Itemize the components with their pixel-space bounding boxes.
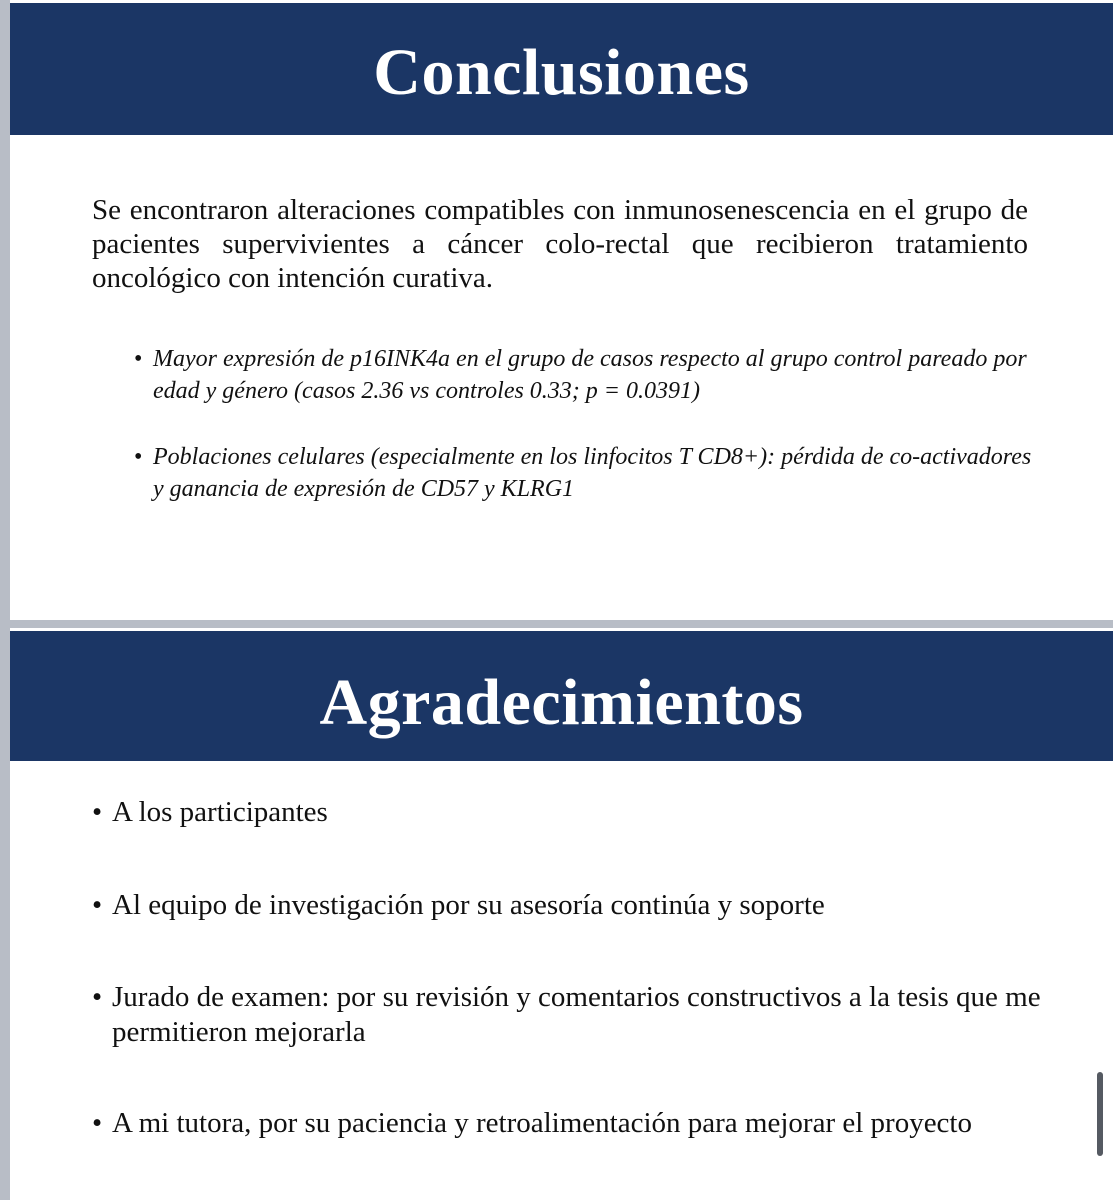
acknowledgement-text: Jurado de examen: por su revisión y comentarios constructivos a la tesis que me permitieron mejorarla [112, 981, 1041, 1048]
acknowledgement-text: Al equipo de investigación por su asesoría continúa y soporte [112, 889, 825, 921]
bullet-icon: • [134, 444, 143, 470]
slide-acknowledgements [10, 628, 1113, 1200]
conclusion-point [134, 441, 1043, 505]
acknowledgement-text: A mi tutora, por su paciencia y retroalimentación para mejorar el proyecto [112, 1107, 972, 1139]
acknowledgement-item [92, 795, 1042, 830]
vertical-scrollbar[interactable] [1097, 1072, 1103, 1156]
conclusion-point-text: Mayor expresión de p16INK4a en el grupo de casos respecto al grupo control pareado por edad y género (casos 2.36 vs controles 0.33; p = 0.0391) [153, 346, 1027, 404]
acknowledgement-item [92, 980, 1042, 1050]
slide-title-conclusions: Conclusiones [10, 3, 1113, 135]
conclusion-point [134, 343, 1043, 407]
bullet-icon: • [92, 889, 103, 921]
bullet-icon: • [92, 981, 103, 1013]
acknowledgement-text: A los participantes [112, 796, 328, 828]
conclusion-point-text: Poblaciones celulares (especialmente en los linfocitos T CD8+): pérdida de co-activadores y ganancia de expresión de CD57 y KLRG1 [153, 444, 1032, 502]
bullet-icon: • [92, 1107, 103, 1139]
slide-title-acknowledgements: Agradecimientos [10, 631, 1113, 761]
acknowledgement-item [92, 1106, 1042, 1141]
conclusions-intro: Se encontraron alteraciones compatibles con inmunosenescencia en el grupo de pacientes supervivientes a cáncer colo-rectal que recibieron tratamiento oncológico con intención curativa. [92, 194, 1028, 294]
bullet-icon: • [134, 346, 143, 372]
acknowledgement-item [92, 888, 1042, 923]
slide-conclusions [10, 0, 1113, 620]
bullet-icon: • [92, 796, 103, 828]
